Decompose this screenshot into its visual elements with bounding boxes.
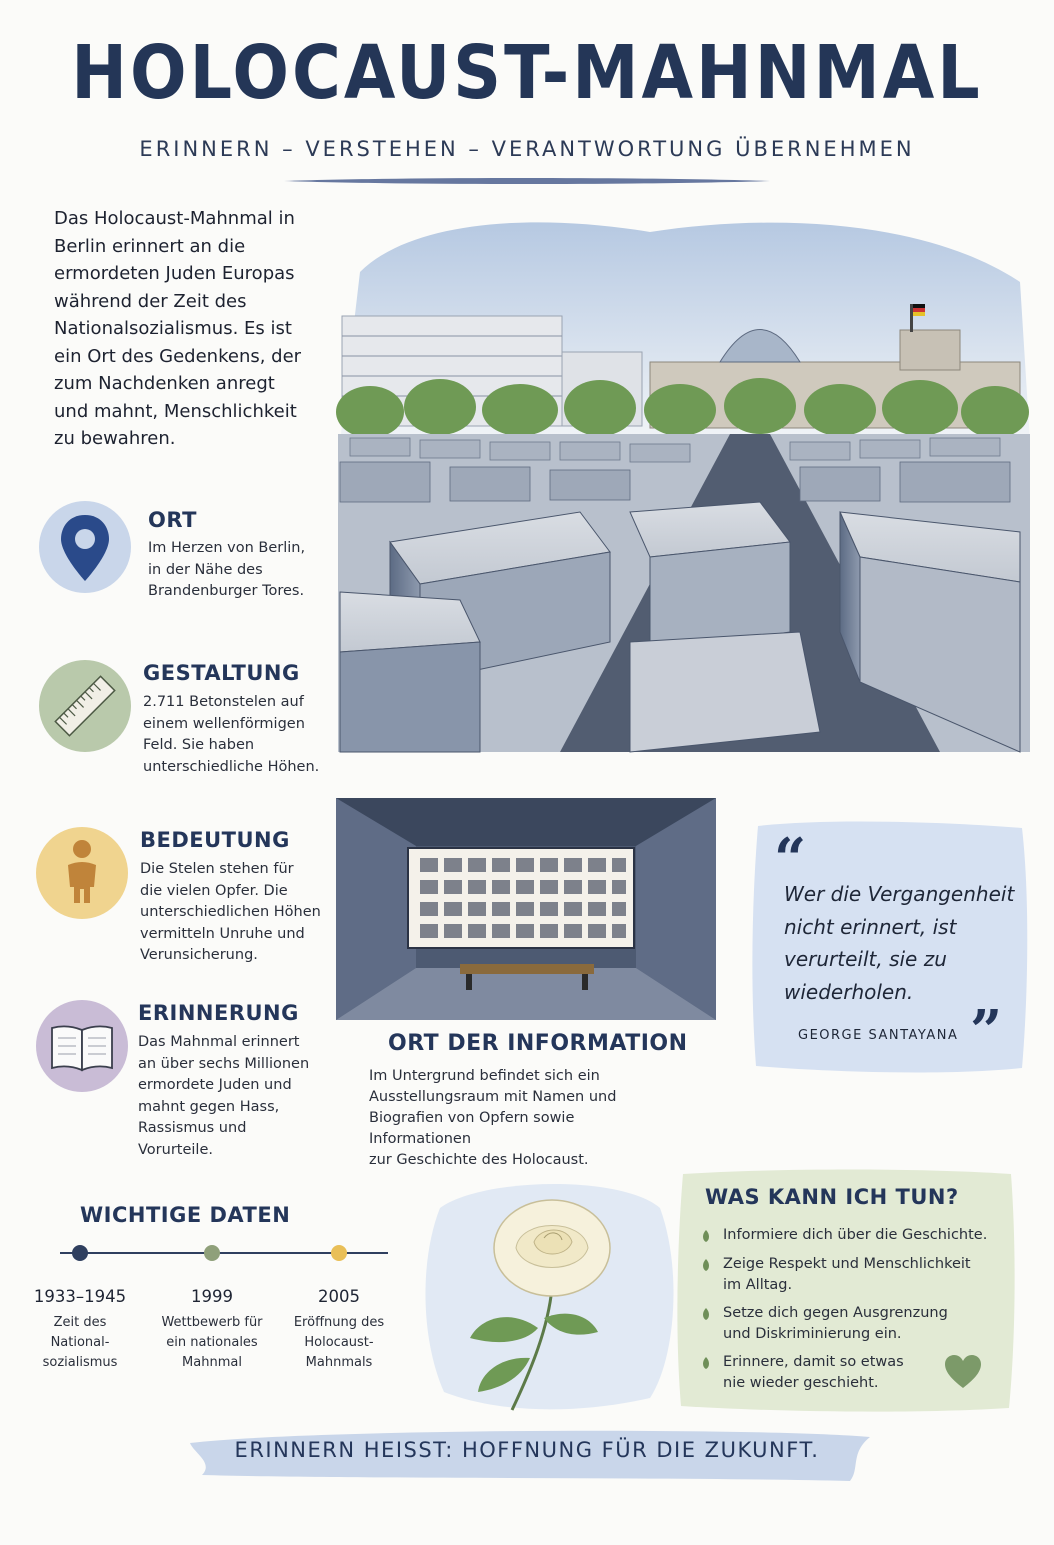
leaf-bullet-icon (702, 1259, 710, 1271)
action-item: Setze dich gegen Ausgrenzung und Diskriminierung ein. (723, 1305, 948, 1342)
timeline-year-3: 2005 (318, 1287, 360, 1306)
info-title-bedeutung: BEDEUTUNG (140, 828, 290, 852)
information-center-title: ORT DER INFORMATION (388, 1031, 688, 1056)
title-underline-stroke (282, 174, 772, 188)
leaf-bullet-icon (702, 1230, 710, 1242)
leaf-bullet-icon (702, 1357, 710, 1369)
timeline-desc-2: Wettbewerb für ein nationales Mahnmal (161, 1315, 263, 1370)
timeline-year-1: 1933–1945 (33, 1287, 127, 1306)
book-icon (32, 996, 132, 1096)
information-center-illustration (336, 798, 716, 1020)
timeline-desc-1: Zeit des National- sozialismus (42, 1315, 118, 1370)
footer-slogan: ERINNERN HEISST: HOFFNUNG FÜR DIE ZUKUNFT. (234, 1438, 820, 1462)
info-text-bedeutung: Die Stelen stehen für die vielen Opfer. Die unterschiedlichen Höhen vermitteln Unruhe und Verunsicherung. (140, 861, 321, 963)
timeline-spacer (55, 1542, 56, 1543)
heart-icon (944, 1354, 982, 1390)
timeline-spacer-3 (60, 1542, 61, 1543)
white-rose-illustration (420, 1178, 682, 1414)
actions-title: WAS KANN ICH TUN? (705, 1185, 959, 1209)
information-center-text: Im Untergrund befindet sich ein Ausstellungsraum mit Namen und Biografien von Opfern sowie Informationen zur Geschichte des Holocaust. (369, 1068, 617, 1168)
timeline-line (58, 1240, 390, 1266)
info-title-gestaltung: GESTALTUNG (143, 661, 300, 685)
ruler-icon (35, 656, 135, 756)
info-text-ort: Im Herzen von Berlin, in der Nähe des Brandenburger Tores. (148, 540, 306, 599)
action-item: Erinnere, damit so etwas nie wieder geschieht. (723, 1354, 904, 1391)
quote-close-mark: ” (970, 998, 1003, 1064)
info-text-erinnerung: Das Mahnmal erinnert an über sechs Millionen ermordete Juden und mahnt gegen Hass, Rassismus und Vorurteile. (138, 1034, 310, 1158)
person-icon (32, 823, 132, 923)
quote-text: Wer die Vergangenheit nicht erinnert, ist verurteilt, sie zu wiederholen. (784, 882, 1015, 1004)
leaf-bullet-icon (702, 1308, 710, 1320)
action-item: Informiere dich über die Geschichte. (723, 1227, 988, 1243)
location-pin-icon (35, 497, 135, 597)
timeline-title: WICHTIGE DATEN (80, 1203, 291, 1227)
memorial-stelae-illustration (330, 212, 1036, 772)
timeline-desc-3: Eröffnung des Holocaust- Mahnmals (293, 1315, 385, 1370)
intro-text: Das Holocaust-Mahnmal in Berlin erinnert an die ermordeten Juden Europas während der Zeit des Nationalsozialismus. Es ist ein Ort des Gedenkens, der zum Nachdenken anregt und mahnt, Menschlichkeit zu bewahren. (54, 208, 302, 449)
action-item: Zeige Respekt und Menschlichkeit im Alltag. (723, 1256, 971, 1293)
page-title: HOLOCAUST-MAHNMAL (71, 30, 983, 116)
page-subtitle: ERINNERN – VERSTEHEN – VERANTWORTUNG ÜBERNEHMEN (139, 137, 915, 161)
quote-author: GEORGE SANTAYANA (798, 1028, 959, 1043)
info-text-gestaltung: 2.711 Betonstelen auf einem wellenförmigen Feld. Sie haben unterschiedliche Höhen. (143, 694, 320, 775)
quote-open-mark: “ (774, 826, 807, 892)
timeline-year-2: 1999 (191, 1287, 233, 1306)
info-title-erinnerung: ERINNERUNG (138, 1001, 299, 1025)
info-title-ort: ORT (148, 508, 197, 532)
